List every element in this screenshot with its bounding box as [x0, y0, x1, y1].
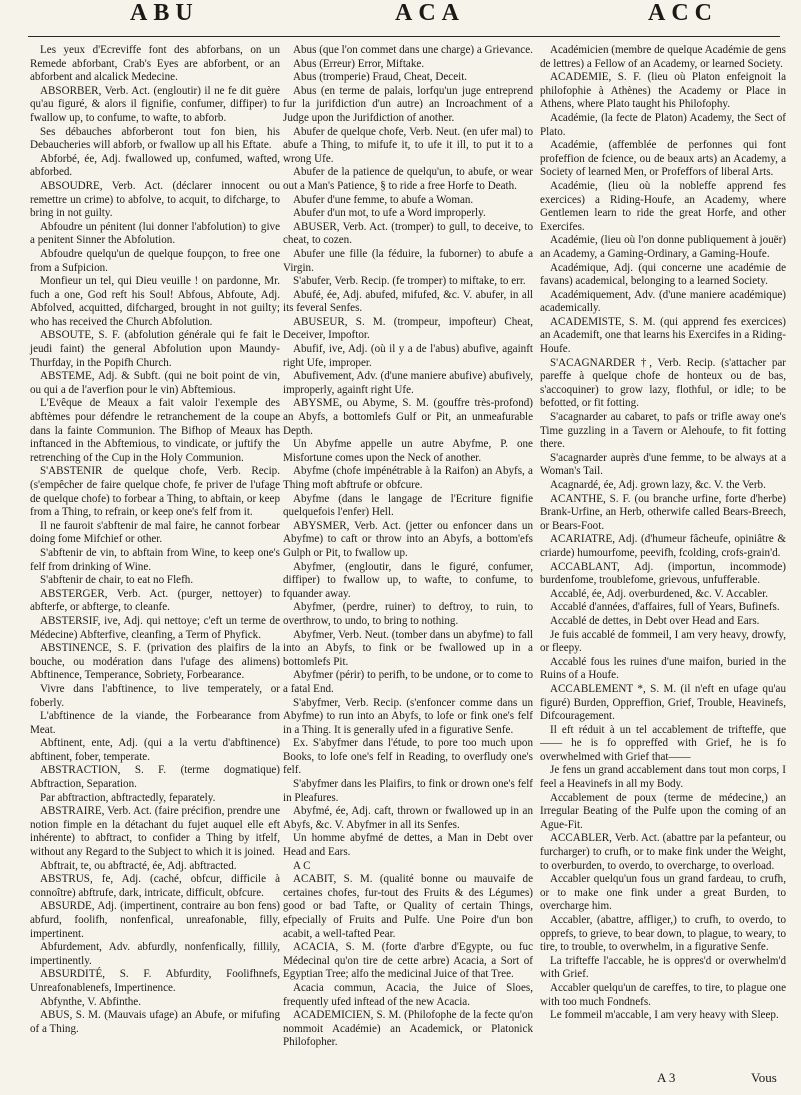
dictionary-entry: S'ABSTENIR de quelque chofe, Verb. Recip. (s'empêcher de faire quelque chofe, fe priver de l'ufage de quelque chofe) to forbear a Thing, to abftain, or keep from a Thing, to refrain, or keep one's felf from it.: [30, 465, 280, 519]
dictionary-entry: ABSTRAIRE, Verb. Act. (faire précifion, prendre une notion fimple en la détachant du fujet auquel elle eft inhérente) to abftract, to confider a Thing by itfelf, without any Regard to the Subject to which it is joined.: [30, 805, 280, 859]
dictionary-entry: Abus (que l'on commet dans une charge) a Grievance.: [293, 44, 533, 56]
page-header: [0, 0, 801, 40]
dictionary-entry: ABYSMER, Verb. Act. (jetter ou enfoncer dans un Abyfme) to caft or throw into an Abyfs, a bottom'efs Gulph or Pit, to fwallow up.: [283, 519, 533, 559]
dictionary-entry: Abfynthe, V. Abfinthe.: [40, 995, 141, 1008]
dictionary-entry: ABSTERGER, Verb. Act. (purger, nettoyer) to abfterfe, or abfterge, to cleanfe.: [30, 587, 280, 614]
dictionary-entry: ABSURDITÉ, S. F. Abfurdity, Foolifhnefs, Unreafonablenefs, Impertinence.: [30, 968, 280, 994]
dictionary-entry: Accablé d'années, d'affaires, full of Years, Bufinefs.: [550, 601, 780, 614]
dictionary-entry: Abus (Erreur) Error, Miftake.: [293, 57, 425, 70]
dictionary-entry: Académiquement, Adv. (d'une maniere académique) academically.: [540, 288, 786, 315]
dictionary-entry: Le fommeil m'accable, I am very heavy with Sleep.: [550, 1009, 779, 1022]
dictionary-entry: Un Abyfme appelle un autre Abyfme, P. one Misfortune comes upon the Neck of another.: [283, 438, 533, 464]
dictionary-entry: ABSORBER, Verb. Act. (engloutir) il ne fe dit guère qu'au figuré, & alors il fignifie, confumer, diffiper) to fwallow up, to confume, to wafte, to abforb.: [30, 84, 280, 124]
dictionary-entry: L'Evêque de Meaux a fait valoir l'exemple des abftèmes pour défendre le retranchement de la coupe dans la fainte Communion. The Bifhop of Meaux has inftanced in the Abftemious, to vindicate, or juftify the retrenching of the Cup in the Holy Communion.: [30, 397, 280, 464]
dictionary-entry: ABSURDE, Adj. (impertinent, contraire au bon fens) abfurd, foolifh, nonfenfical, unreafonable, filly, impertinent.: [30, 900, 280, 940]
dictionary-entry: Un homme abyfmé de dettes, a Man in Debt over Head and Ears.: [283, 832, 533, 859]
dictionary-entry: ABSTINENCE, S. F. (privation des plaifirs de la bouche, ou modération dans l'ufage des alimens) Abftinence, Temperance, Sobriety, Forbearance.: [30, 642, 280, 682]
dictionary-entry: Ex. S'abyfmer dans l'étude, to pore too much upon Books, to lofe one's felf in Reading, to overfludy one's felf.: [283, 737, 533, 777]
dictionary-entry: Monfieur un tel, qui Dieu veuille ! on pardonne, Mr. fuch a one, God reft his Soul! Abfous, Abfoute, Adj. Abfolved, acquitted, difcharged, brought in not guilty; who has received the Church Abfolution.: [30, 275, 280, 328]
dictionary-entry: Abyfmer, (engloutir, dans le figuré, confumer, diffiper) to fwallow up, to wafte, to confume, to fquander away.: [283, 560, 533, 600]
dictionary-entry: S'abufer, Verb. Recip. (fe tromper) to miftake, to err.: [293, 275, 526, 288]
dictionary-entry: ACACIA, S. M. (forte d'arbre d'Egypte, ou fuc Médecinal qu'on tire de cette arbre) Acacia, a Sort of Egyptian Tree; alfo the medicinal Juice of that Tree.: [283, 941, 533, 981]
dictionary-entry: ACADEMIE, S. F. (lieu où Platon enfeignoit la philofophie à Athènes) the Academy or Place in Athens, where Plato taught his Philofophy.: [540, 71, 786, 111]
dictionary-entry: Abyfme (dans le langage de l'Ecriture fignifie quelquefois l'enfer) Hell.: [283, 492, 533, 519]
dictionary-entry: ACADEMICIEN, S. M. (Philofophe de la fecte qu'on nommoit Académie) an Academick, or Platonick Philofopher.: [283, 1009, 533, 1049]
page-footer: [0, 1070, 801, 1090]
dictionary-entry: Par abftraction, abftractedly, feparately.: [40, 791, 216, 804]
dictionary-entry: ACCABLEMENT *, S. M. (il n'eft en ufage qu'au figuré) Burden, Oppreffion, Grief, Trouble, Heavinefs, Difcouragement.: [540, 682, 786, 723]
column-3: [540, 44, 786, 1023]
dictionary-entry: Abufé, ée, Adj. abufed, mifufed, &c. V. abufer, in all its feveral Senfes.: [283, 288, 533, 315]
dictionary-entry: Accabler, (abattre, affliger,) to crufh, to overdo, to opprefs, to grieve, to bear down, to plague, to weary, to tire, to trouble, to overwhelm, in a figurative Senfe.: [540, 914, 786, 954]
dictionary-entry: Abyfmé, ée, Adj. caft, thrown or fwallowed up in an Abyfs, &c. V. Abyfmer in all its Senfes.: [283, 805, 533, 831]
dictionary-entry: Abfoudre quelqu'un de quelque foupçon, to free one from a Sufpicion.: [30, 247, 280, 274]
dictionary-entry: ACANTHE, S. F. (ou branche urfine, forte d'herbe) Brank-Urfine, an Herb, otherwife called Bears-Breech, or Bears-Foot.: [540, 492, 786, 532]
dictionary-entry: ABUS, S. M. (Mauvais ufage) an Abufe, or mifufing of a Thing.: [30, 1009, 280, 1035]
dictionary-entry: Abufer une fille (la féduire, la fuborner) to abufe a Virgin.: [283, 247, 533, 274]
running-head-center: ACA: [395, 0, 465, 26]
dictionary-entry: ACCABLER, Verb. Act. (abattre par la pefanteur, ou furcharger) to crufh, or to make fink under the Weight, to overburden, to overdo, to overcharge, to overload.: [540, 832, 786, 872]
dictionary-entry: A C: [293, 859, 311, 872]
dictionary-entry: Académie, (la fecte de Platon) Academy, the Sect of Plato.: [540, 111, 786, 138]
dictionary-entry: Académicien (membre de quelque Académie de gens de lettres) a Fellow of an Academy, or learned Society.: [540, 44, 786, 70]
running-head-right: ACC: [648, 0, 718, 26]
dictionary-entry: S'abftenir de chair, to eat no Flefh.: [40, 574, 194, 587]
dictionary-entry: Abfoudre un pénitent (lui donner l'abfolution) to give a penitent Sinner the Abfolution.: [30, 220, 280, 247]
dictionary-entry: Accabler quelqu'un fous un grand fardeau, to crufh, or to make one fink under a great Burden, to overcharge him.: [540, 873, 786, 913]
dictionary-entry: ABSTRUS, fe, Adj. (caché, obfcur, difficile à connoître) abftrufe, dark, intricate, difficult, obfcure.: [30, 873, 280, 899]
dictionary-entry: ABSTRACTION, S. F. (terme dogmatique) Abftraction, Separation.: [30, 764, 280, 791]
dictionary-entry: Je fens un grand accablement dans tout mon corps, I feel a Heavinefs in all my Body.: [540, 764, 786, 791]
dictionary-entry: S'acagnarder au cabaret, to pafs or trifle away one's Time guzzling in a Tavern or Alehoufe, to fit fotting there.: [540, 411, 786, 451]
dictionary-entry: Abufer de quelque chofe, Verb. Neut. (en ufer mal) to abufe a Thing, to mifufe it, to ufe it ill, to put it to a wrong Ufe.: [283, 125, 533, 165]
dictionary-entry: ABUSER, Verb. Act. (tromper) to gull, to deceive, to cheat, to cozen.: [283, 220, 533, 247]
dictionary-entry: ACABIT, S. M. (qualité bonne ou mauvaife de certaines chofes, fur-tout des Fruits & des Légumes) good or bad Tafte, or Quality of certain Things, efpecially of Fruits and Pulfe. Une Poire d'un bon acabit, a well-tafted Pear.: [283, 873, 533, 940]
dictionary-entry: S'abyfmer dans les Plaifirs, to fink or drown one's felf in Pleafures.: [283, 778, 533, 804]
dictionary-entry: Ses débauches abforberont tout fon bien, his Debaucheries will abforb, or fwallow up all his Eftate.: [30, 125, 280, 152]
dictionary-entry: Abufivement, Adv. (d'une maniere abufive) abufively, improperly, againft right Ufe.: [283, 370, 533, 396]
column-2: [283, 44, 533, 1050]
dictionary-entry: ABUSEUR, S. M. (trompeur, impofteur) Cheat, Deceiver, Impoftor.: [283, 315, 533, 342]
dictionary-entry: Abufer d'une femme, to abufe a Woman.: [293, 193, 474, 206]
dictionary-entry: ABSTERSIF, ive, Adj. qui nettoye; c'eft un terme de Médecine) Abfterfive, cleanfing, a Term of Phyfick.: [30, 614, 280, 641]
catchword: Vous: [751, 1070, 777, 1085]
dictionary-entry: ACCABLANT, Adj. (importun, incommode) burdenfome, troublefome, grievous, unfufferable.: [540, 560, 786, 587]
dictionary-entry: Vivre dans l'abftinence, to live temperately, or foberly.: [30, 682, 280, 709]
dictionary-entry: L'abftinence de la viande, the Forbearance from Meat.: [30, 710, 280, 736]
dictionary-entry: Abufif, ive, Adj. (où il y a de l'abus) abufive, againft right Ufe, improper.: [283, 343, 533, 369]
dictionary-entry: Abus (tromperie) Fraud, Cheat, Deceit.: [293, 71, 468, 84]
dictionary-entry: Acacia commun, Acacia, the Juice of Sloes, frequently ufed inftead of the new Acacia.: [283, 981, 533, 1008]
dictionary-entry: Académie, (lieu où la nobleffe apprend fes exercices) a Riding-Houfe, an Academy, where Gentlemen learn to ride the great Horfe, and other Exercifes.: [540, 179, 786, 233]
dictionary-entry: Accablement de poux (terme de médecine,) an Irregular Beating of the Pulfe upon the coming of an Ague-Fit.: [540, 791, 786, 831]
dictionary-entry: Académie, (lieu où l'on donne publiquement à jouër) an Academy, a Gaming-Ordinary, a Gaming-Houfe.: [540, 234, 786, 260]
dictionary-entry: ABYSME, ou Abyme, S. M. (gouffre très-profond) an Abyfs, a bottomlefs Gulf or Pit, an unmeafurable Depth.: [283, 397, 533, 437]
dictionary-entry: Les yeux d'Ecreviffe font des abforbans, on un Remede abforbant, Crab's Eyes are abforbent, or an abforbent and alcalick Medecine.: [30, 44, 280, 84]
dictionary-entry: ABSOUDRE, Verb. Act. (déclarer innocent ou remettre un crime) to abfolve, to acquit, to difcharge, to bring in not guilty.: [30, 179, 280, 220]
dictionary-entry: ACADEMISTE, S. M. (qui apprend fes exercices) an Academift, one that learns his Exercifes in a Riding-Houfe.: [540, 315, 786, 356]
dictionary-entry: Abftinent, ente, Adj. (qui a la vertu d'abftinence) abftinent, fober, temperate.: [30, 737, 280, 763]
dictionary-entry: La trifteffe l'accable, he is oppres'd or overwhelm'd with Grief.: [540, 954, 786, 981]
dictionary-entry: Académie, (affemblée de perfonnes qui font profeffion de fcience, ou de beaux arts) an Academy, a Society of learned Men, or Profeffors of liberal Arts.: [540, 139, 786, 179]
dictionary-entry: S'ACAGNARDER †, Verb. Recip. (s'attacher par pareffe à quelque chofe de honteux ou de bas, s'accoquiner) to grow lazy, flothful, or idle; to be befotted, or fit fotting.: [540, 356, 786, 410]
dictionary-entry: Accablé fous les ruines d'une maifon, buried in the Ruins of a Houfe.: [540, 655, 786, 682]
signature-mark: A 3: [657, 1070, 676, 1085]
dictionary-entry: ABSOUTE, S. F. (abfolution générale qui fe fait le jeudi faint) the general Abfolution upon Maundy-Thurfday, in the Popifh Church.: [30, 329, 280, 369]
dictionary-entry: Il eft réduit à un tel accablement de trifteffe, que —— he is fo oppreffed with Grief, he is fo overwhelmed with Grief that——: [540, 723, 786, 763]
dictionary-entry: Abfurdement, Adv. abfurdly, nonfenfically, fillily, impertinently.: [30, 941, 280, 967]
dictionary-entry: Abus (en terme de palais, lorfqu'un juge entreprend fur la jurifdiction d'un autre) an Incroachment of a Judge upon the Jurifdiction of another.: [283, 84, 533, 124]
dictionary-entry: Abyfme (chofe impénétrable à la Raifon) an Abyfs, a Thing moft abftrufe or obfcure.: [283, 465, 533, 491]
dictionary-entry: S'abftenir de vin, to abftain from Wine, to keep one's felf from drinking of Wine.: [30, 546, 280, 573]
dictionary-entry: Je fuis accablé de fommeil, I am very heavy, drowfy, or fleepy.: [540, 628, 786, 655]
dictionary-entry: Abyfmer (périr) to perifh, to be undone, or to come to a fatal End.: [283, 669, 533, 695]
dictionary-entry: Accabler quelqu'un de careffes, to tire, to plague one with too much Fondnefs.: [540, 981, 786, 1008]
dictionary-entry: Accablé, ée, Adj. overburdened, &c. V. Accabler.: [550, 587, 768, 600]
dictionary-entry: Abufer de la patience de quelqu'un, to abufe, or wear out a Man's Patience, § to ride a free Horfe to Death.: [283, 166, 533, 192]
dictionary-entry: Abforbé, ée, Adj. fwallowed up, confumed, wafted, abforbed.: [30, 152, 280, 179]
dictionary-entry: Académique, Adj. (qui concerne une académie de favans) academical, belonging to a learned Society.: [540, 261, 786, 288]
dictionary-entry: Acagnardé, ée, Adj. grown lazy, &c. V. the Verb.: [550, 479, 766, 491]
dictionary-entry: Abyfmer, Verb. Neut. (tomber dans un abyfme) to fall into an Abyfs, to fink or be fwallowed up in a bottomlefs Pit.: [283, 628, 533, 668]
dictionary-entry: Abufer d'un mot, to ufe a Word improperly.: [293, 207, 486, 220]
header-rule: [28, 36, 780, 37]
dictionary-entry: Il ne fauroit s'abftenir de mal faire, he cannot forbear doing fome Mifchief or other.: [30, 519, 280, 546]
dictionary-entry: ABSTEME, Adj. & Subft. (qui ne boit point de vin, ou qui a de l'averfion pour le vin) Abftemious.: [30, 370, 280, 396]
dictionary-entry: Abyfmer, (perdre, ruiner) to deftroy, to ruin, to overthrow, to undo, to bring to nothing.: [283, 601, 533, 627]
dictionary-entry: Abftrait, te, ou abftracté, ée, Adj. abftracted.: [40, 859, 237, 872]
dictionary-entry: S'abyfmer, Verb. Recip. (s'enfoncer comme dans un Abyfme) to run into an Abyfs, to lofe or fink one's felf in a Thing. It is generally ufed in a figurative Senfe.: [283, 696, 533, 736]
dictionary-entry: S'acagnarder auprès d'une femme, to be always at a Woman's Tail.: [540, 451, 786, 478]
running-head-left: ABU: [130, 0, 199, 26]
dictionary-entry: Accablé de dettes, in Debt over Head and Ears.: [550, 614, 760, 627]
dictionary-entry: ACARIATRE, Adj. (d'humeur fâcheufe, opiniâtre & criarde) humourfome, peevifh, fcolding, crofs-grain'd.: [540, 533, 786, 559]
column-1: [30, 44, 280, 1036]
